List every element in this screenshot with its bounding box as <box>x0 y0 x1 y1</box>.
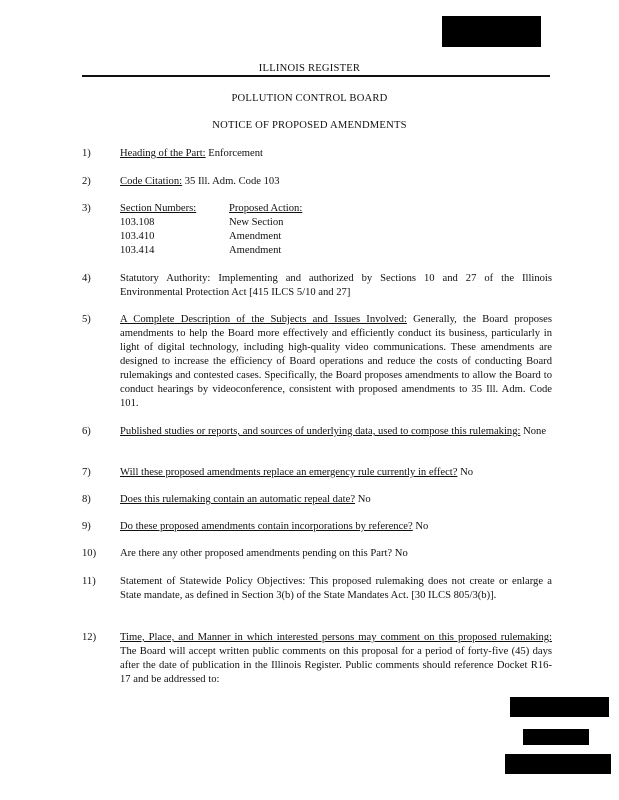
section-row <box>120 230 552 244</box>
item-label: Will these proposed amendments replace an emergency rule currently in effect? <box>120 467 458 478</box>
section-number: 103.108 <box>120 217 155 228</box>
item-value: No <box>394 548 408 559</box>
item-number: 7) <box>82 467 91 478</box>
section-number: 103.414 <box>120 245 155 256</box>
notice-title: NOTICE OF PROPOSED AMENDMENTS <box>212 120 407 131</box>
item-value: No <box>357 494 371 505</box>
redaction-block-bottom-1 <box>510 697 609 717</box>
item-label: Are there any other proposed amendments pending on this Part? <box>120 548 393 559</box>
item-value: This proposed rulemaking does not create or enlarge a State mandate, as defined in Section 3(b) of the State Mandates Act. [30 ILCS 805/3(b)]. <box>120 576 552 601</box>
item-value: Implementing and authorized by Sections 10 and 27 of the Illinois Environmental Protection Act [415 ILCS 5/10 and 27] <box>120 273 552 298</box>
item-value: 35 Ill. Adm. Code 103 <box>184 176 280 187</box>
item-label: Published studies or reports, and sources of underlying data, used to compose this rulemaking: <box>120 426 521 437</box>
item-label: Does this rulemaking contain an automatic repeal date? <box>120 494 356 505</box>
item-number: 11) <box>82 576 96 587</box>
item-number: 12) <box>82 632 97 643</box>
item-number: 5) <box>82 314 91 325</box>
item-label: Code Citation: <box>120 176 183 187</box>
redaction-block-top <box>442 16 541 47</box>
redaction-block-bottom-2 <box>523 729 589 745</box>
item-value: The Board will accept written public comments on this proposal for a period of forty-five (45) days after the date of publication in the Illinois Register. Public comments should reference Docket R16-17 and be addressed to: <box>120 646 552 685</box>
agency-name: POLLUTION CONTROL BOARD <box>231 93 388 104</box>
item-number: 8) <box>82 494 91 505</box>
section-row <box>120 244 552 258</box>
item-number: 1) <box>82 148 91 159</box>
proposed-action-header: Proposed Action: <box>229 203 303 214</box>
item-label: Heading of the Part: <box>120 148 206 159</box>
item-value: No <box>415 521 429 532</box>
redaction-block-bottom-3 <box>505 754 611 774</box>
item-number: 3) <box>82 203 91 214</box>
section-table-header <box>120 202 552 216</box>
item-number: 6) <box>82 426 91 437</box>
header-rule <box>82 75 550 77</box>
register-title: ILLINOIS REGISTER <box>258 63 361 74</box>
section-action: Amendment <box>229 245 282 256</box>
item-number: 2) <box>82 176 91 187</box>
item-label: Statement of Statewide Policy Objectives: <box>120 576 306 587</box>
section-action: New Section <box>229 217 284 228</box>
section-numbers-header: Section Numbers: <box>120 203 197 214</box>
item-label: Do these proposed amendments contain incorporations by reference? <box>120 521 413 532</box>
section-number: 103.410 <box>120 231 155 242</box>
item-label: Time, Place, and Manner in which interested persons may comment on this proposed rulemaking: <box>120 632 552 643</box>
item-value: Enforcement <box>208 148 263 159</box>
section-row <box>120 216 552 230</box>
item-label: A Complete Description of the Subjects and Issues Involved: <box>120 314 407 325</box>
item-number: 9) <box>82 521 91 532</box>
item-value: Generally, the Board proposes amendments to help the Board more effectively and efficiently conduct its business, particularly in light of digital technology, including high-quality video communications. These amendments are designed to increase the efficiency of Board operations and reduce the costs of conducting Board rulemakings and contested cases. Specifically, the Board proposes amendments to allow the Board to conduct hearings by videoconference, consistent with proposed amendments to 35 Ill. Adm. Code 101. <box>120 314 552 409</box>
section-table <box>120 202 552 258</box>
item-value: None <box>523 426 547 437</box>
item-label: Statutory Authority: <box>120 273 211 284</box>
item-number: 10) <box>82 548 97 559</box>
item-value: No <box>460 467 474 478</box>
section-action: Amendment <box>229 231 282 242</box>
item-number: 4) <box>82 273 91 284</box>
